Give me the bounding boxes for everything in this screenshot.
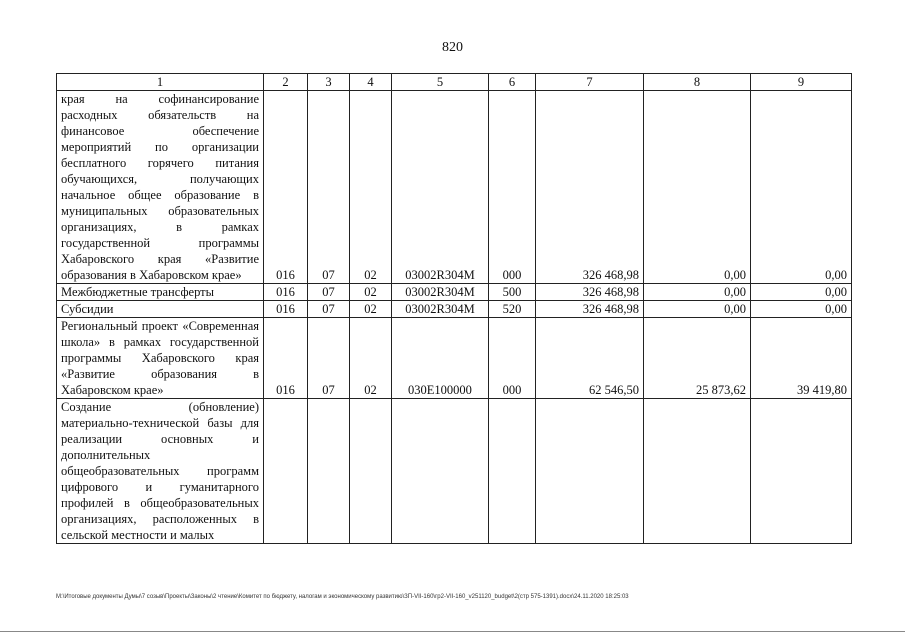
row-amount-col7 bbox=[536, 399, 644, 544]
row-target-code bbox=[392, 399, 489, 544]
row-name: Создание (обновление) материально-технической базы для реализации основных и дополнительных общеобразовательных программ цифрового и гуманитарного профилей в общеобразовательных организациях, расположенных в сельской местности и малых bbox=[57, 399, 264, 544]
row-amount-col9: 39 419,80 bbox=[751, 318, 852, 399]
row-expense-type-code: 520 bbox=[489, 301, 536, 318]
row-ministry-code: 016 bbox=[264, 91, 308, 284]
header-col-4: 4 bbox=[350, 74, 392, 91]
row-amount-col9: 0,00 bbox=[751, 301, 852, 318]
row-amount-col7: 62 546,50 bbox=[536, 318, 644, 399]
row-name: Межбюджетные трансферты bbox=[57, 284, 264, 301]
row-expense-type-code: 500 bbox=[489, 284, 536, 301]
row-name: Субсидии bbox=[57, 301, 264, 318]
table-row bbox=[57, 318, 852, 399]
header-row bbox=[57, 74, 852, 91]
row-subsection-code: 02 bbox=[350, 284, 392, 301]
row-amount-col8: 0,00 bbox=[644, 284, 751, 301]
row-amount-col9: 0,00 bbox=[751, 91, 852, 284]
row-subsection-code: 02 bbox=[350, 318, 392, 399]
header-col-7: 7 bbox=[536, 74, 644, 91]
table-row bbox=[57, 301, 852, 318]
row-target-code: 030E100000 bbox=[392, 318, 489, 399]
row-subsection-code: 02 bbox=[350, 301, 392, 318]
row-section-code: 07 bbox=[308, 91, 350, 284]
table-row bbox=[57, 91, 852, 284]
row-expense-type-code: 000 bbox=[489, 91, 536, 284]
row-target-code: 03002R304M bbox=[392, 301, 489, 318]
row-amount-col8: 0,00 bbox=[644, 301, 751, 318]
row-amount-col9: 0,00 bbox=[751, 284, 852, 301]
row-name: края на софинансирование расходных обязательств на финансовое обеспечение мероприятий по организации бесплатного горячего питания обучающихся, получающих начальное общее образование в муниципальных образовательных организациях, в рамках государственной программы Хабаровского края «Развитие образования в Хабаровском крае» bbox=[57, 91, 264, 284]
row-amount-col7: 326 468,98 bbox=[536, 301, 644, 318]
file-path-footer: M:\Итоговые документы Думы\7 созыв\Проекты\Законы\2 чтение\Комитет по бюджету, налогам и экономическому развитию\ЗП-VII-160\гр2-VII-160_v251120_budget\2(стр 575-1391).docx\24.11.2020 18:25:03 bbox=[56, 594, 629, 600]
row-ministry-code: 016 bbox=[264, 284, 308, 301]
table-row bbox=[57, 399, 852, 544]
row-section-code: 07 bbox=[308, 284, 350, 301]
row-name: Региональный проект «Современная школа» в рамках государственной программы Хабаровского края «Развитие образования в Хабаровском крае» bbox=[57, 318, 264, 399]
row-amount-col8: 0,00 bbox=[644, 91, 751, 284]
row-target-code: 03002R304M bbox=[392, 91, 489, 284]
row-expense-type-code: 000 bbox=[489, 318, 536, 399]
row-amount-col8 bbox=[644, 399, 751, 544]
row-section-code: 07 bbox=[308, 318, 350, 399]
header-col-8: 8 bbox=[644, 74, 751, 91]
header-col-6: 6 bbox=[489, 74, 536, 91]
row-subsection-code: 02 bbox=[350, 91, 392, 284]
header-col-3: 3 bbox=[308, 74, 350, 91]
row-amount-col8: 25 873,62 bbox=[644, 318, 751, 399]
header-col-5: 5 bbox=[392, 74, 489, 91]
page-number: 820 bbox=[442, 40, 463, 55]
header-col-2: 2 bbox=[264, 74, 308, 91]
row-subsection-code bbox=[350, 399, 392, 544]
header-col-9: 9 bbox=[751, 74, 852, 91]
budget-table bbox=[56, 73, 852, 544]
table-row bbox=[57, 284, 852, 301]
row-amount-col9 bbox=[751, 399, 852, 544]
row-expense-type-code bbox=[489, 399, 536, 544]
row-amount-col7: 326 468,98 bbox=[536, 91, 644, 284]
row-section-code: 07 bbox=[308, 301, 350, 318]
row-amount-col7: 326 468,98 bbox=[536, 284, 644, 301]
row-ministry-code: 016 bbox=[264, 318, 308, 399]
header-col-1: 1 bbox=[57, 74, 264, 91]
row-target-code: 03002R304M bbox=[392, 284, 489, 301]
page-bottom-divider bbox=[0, 631, 905, 632]
row-ministry-code: 016 bbox=[264, 301, 308, 318]
row-ministry-code bbox=[264, 399, 308, 544]
row-section-code bbox=[308, 399, 350, 544]
